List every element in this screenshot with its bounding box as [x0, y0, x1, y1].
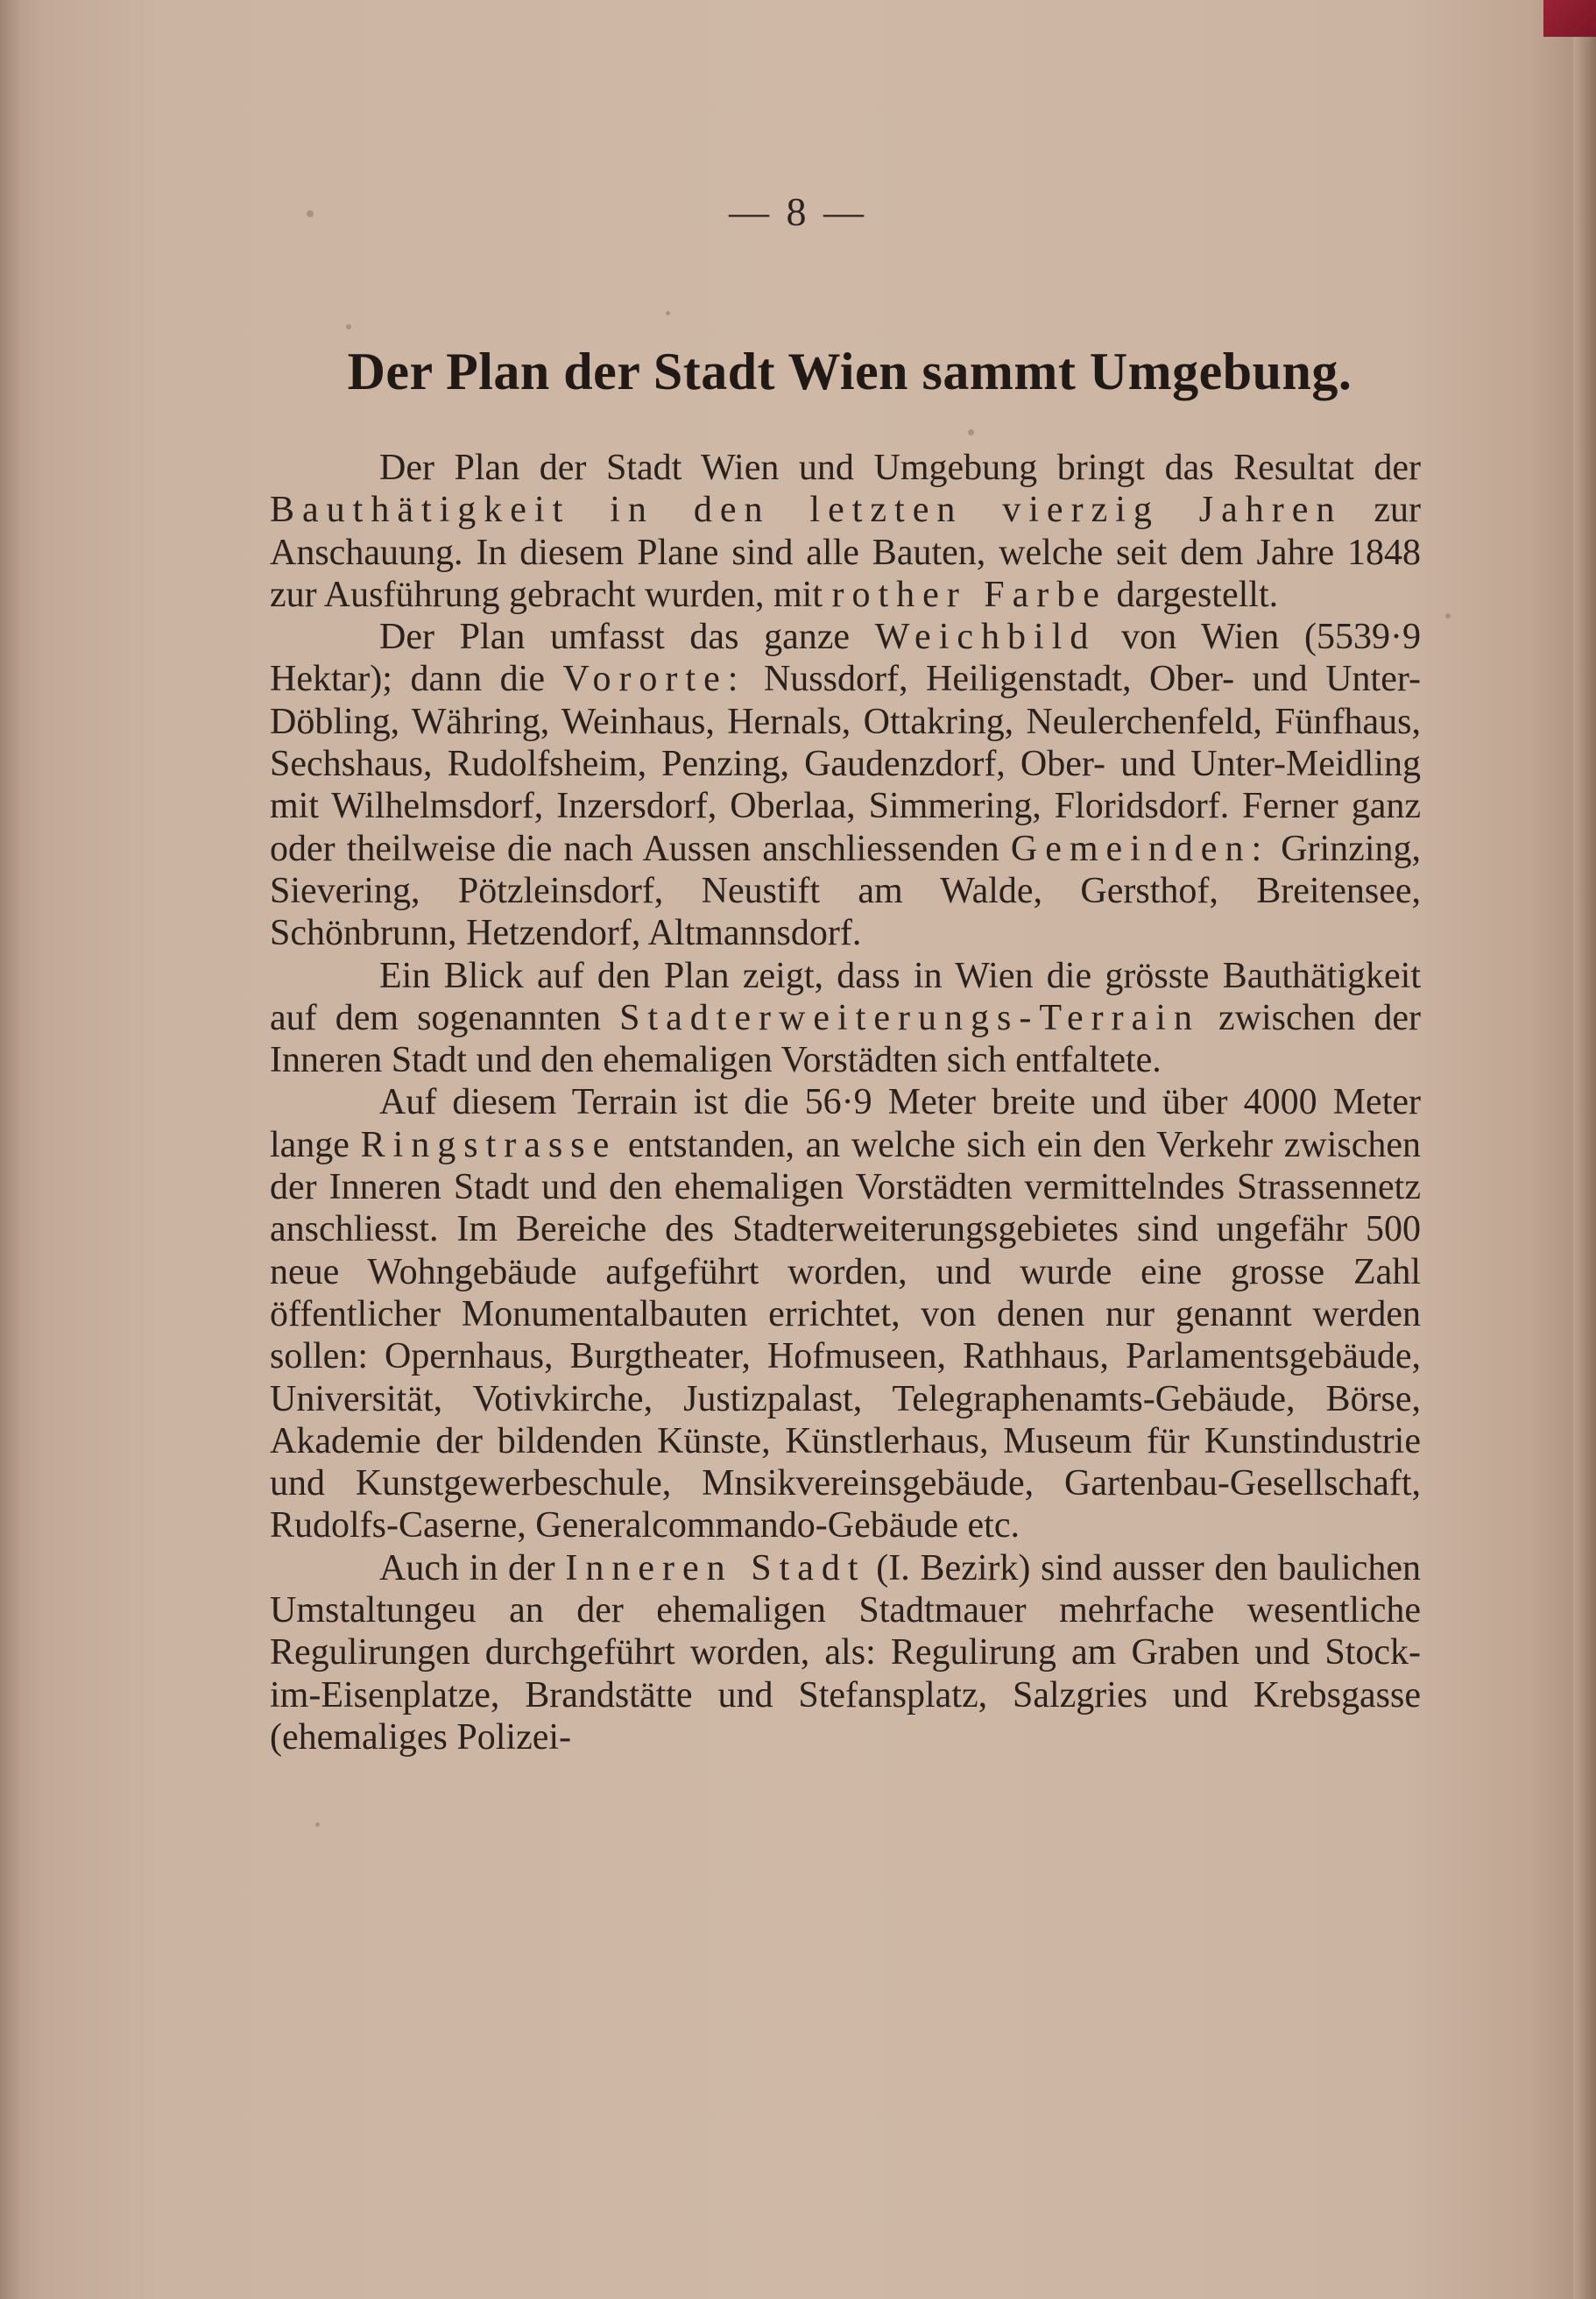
paper-speckle — [666, 311, 670, 315]
page-title: Der Plan der Stadt Wien sammt Umgebung. — [347, 343, 1352, 400]
spaced-text-run: rother Farbe — [831, 574, 1107, 615]
paper-speckle — [315, 1822, 320, 1827]
red-binding-corner — [1543, 0, 1596, 37]
paragraph — [270, 447, 1421, 616]
page-number: — 8 — — [729, 189, 867, 234]
body-text — [270, 447, 1421, 1758]
text-run: dargestellt. — [1106, 574, 1279, 615]
text-run: Ein Blick auf den Plan zeigt, dass in Wien die grösste Bauthätigkeit auf dem sogenannten — [270, 955, 1421, 1038]
paper-speckle — [1445, 613, 1451, 619]
text-run: (I. Bezirk) sind ausser den baulichen Umstaltungeu an der ehemaligen Stadtmauer mehrfache wesentliche Regulirungen durchgeführt worden, als: Regulirung am Graben und Stock-im-Eisenplatze, Brandstätte und Stefansplatz, Salzgries und Krebsgasse (ehemaliges Polizei- — [270, 1547, 1421, 1758]
spaced-text-run: Gemeinden: — [1010, 828, 1270, 869]
text-run: Nussdorf, Heiligenstadt, Ober- und Unter-Döbling, Währing, Weinhaus, Hernals, Ottakring, Neulerchenfeld, Fünfhaus, Sechshaus, Rudolfsheim, Penzing, Gaudenzdorf, Ober- und Unter-Meidling mit Wilhelmsdorf, Inzersdorf, Oberlaa, Simmering, Floridsdorf. Ferner ganz oder theilweise die nach Aussen anschliessenden — [270, 659, 1421, 869]
page-right-edge — [1573, 0, 1596, 2299]
paragraph — [270, 955, 1421, 1082]
paragraph — [270, 1547, 1421, 1758]
text-run: zwischen der Inneren Stadt und den ehemaligen Vorstädten sich entfaltete. — [270, 997, 1421, 1081]
text-run: Auf diesem Terrain ist die 56·9 Meter breite und über 4000 Meter lange — [270, 1082, 1421, 1165]
text-run: entstanden, an welche sich ein den Verkehr zwischen der Inneren Stadt und den ehemaligen Vorstädten vermittelndes Strassennetz anschliesst. Im Bereiche des Stadterweiterungsgebietes sind ungefähr 500 neue Wohngebäude aufgeführt worden, und wurde eine grosse Zahl öffentlicher Monumentalbauten errichtet, von denen nur genannt werden sollen: Opernhaus, Burgtheater, Hofmuseen, Rathhaus, Parlamentsgebäude, Universität, Votivkirche, Justizpalast, Telegraphenamts-Gebäude, Börse, Akademie der bildenden Künste, Künstlerhaus, Museum für Kunstindustrie und Kunstgewerbeschule, Mnsikvereinsgebäude, Gartenbau-Gesellschaft, Rudolfs-Caserne, Generalcommando-Gebäude etc. — [270, 1124, 1422, 1546]
spaced-text-run: Inneren Stadt — [565, 1547, 866, 1588]
spaced-text-run: Stadterweiterungs-Terrain — [619, 997, 1200, 1038]
paper-speckle — [968, 429, 974, 435]
paragraph — [270, 616, 1421, 954]
text-run: zur Anschauung. In diesem Plane sind alle Bauten, welche seit dem Jahre 1848 zur Ausführung gebracht wurden, mit — [270, 490, 1421, 615]
text-run: Auch in der — [379, 1547, 566, 1588]
spaced-text-run: Vororte: — [562, 659, 746, 700]
paragraph — [270, 1081, 1421, 1546]
text-run: Grinzing, Sievering, Pötzleinsdorf, Neustift am Walde, Gersthof, Breitensee, Schönbrunn, Hetzendorf, Altmannsdorf. — [270, 828, 1421, 954]
text-run: Der Plan der Stadt Wien und Umgebung bringt das Resultat der — [379, 448, 1421, 488]
text-run: Der Plan umfasst das ganze — [379, 617, 875, 658]
spaced-text-run: Ringstrasse — [360, 1124, 618, 1165]
paper-speckle — [346, 324, 351, 329]
spaced-text-run: Weichbild — [874, 617, 1097, 658]
spaced-text-run: Bauthätigkeit in den letzten vierzig Jahren — [270, 490, 1343, 531]
page-left-edge — [0, 0, 19, 2299]
text-run: von Wien (5539·9 Hektar); dann die — [270, 617, 1421, 700]
